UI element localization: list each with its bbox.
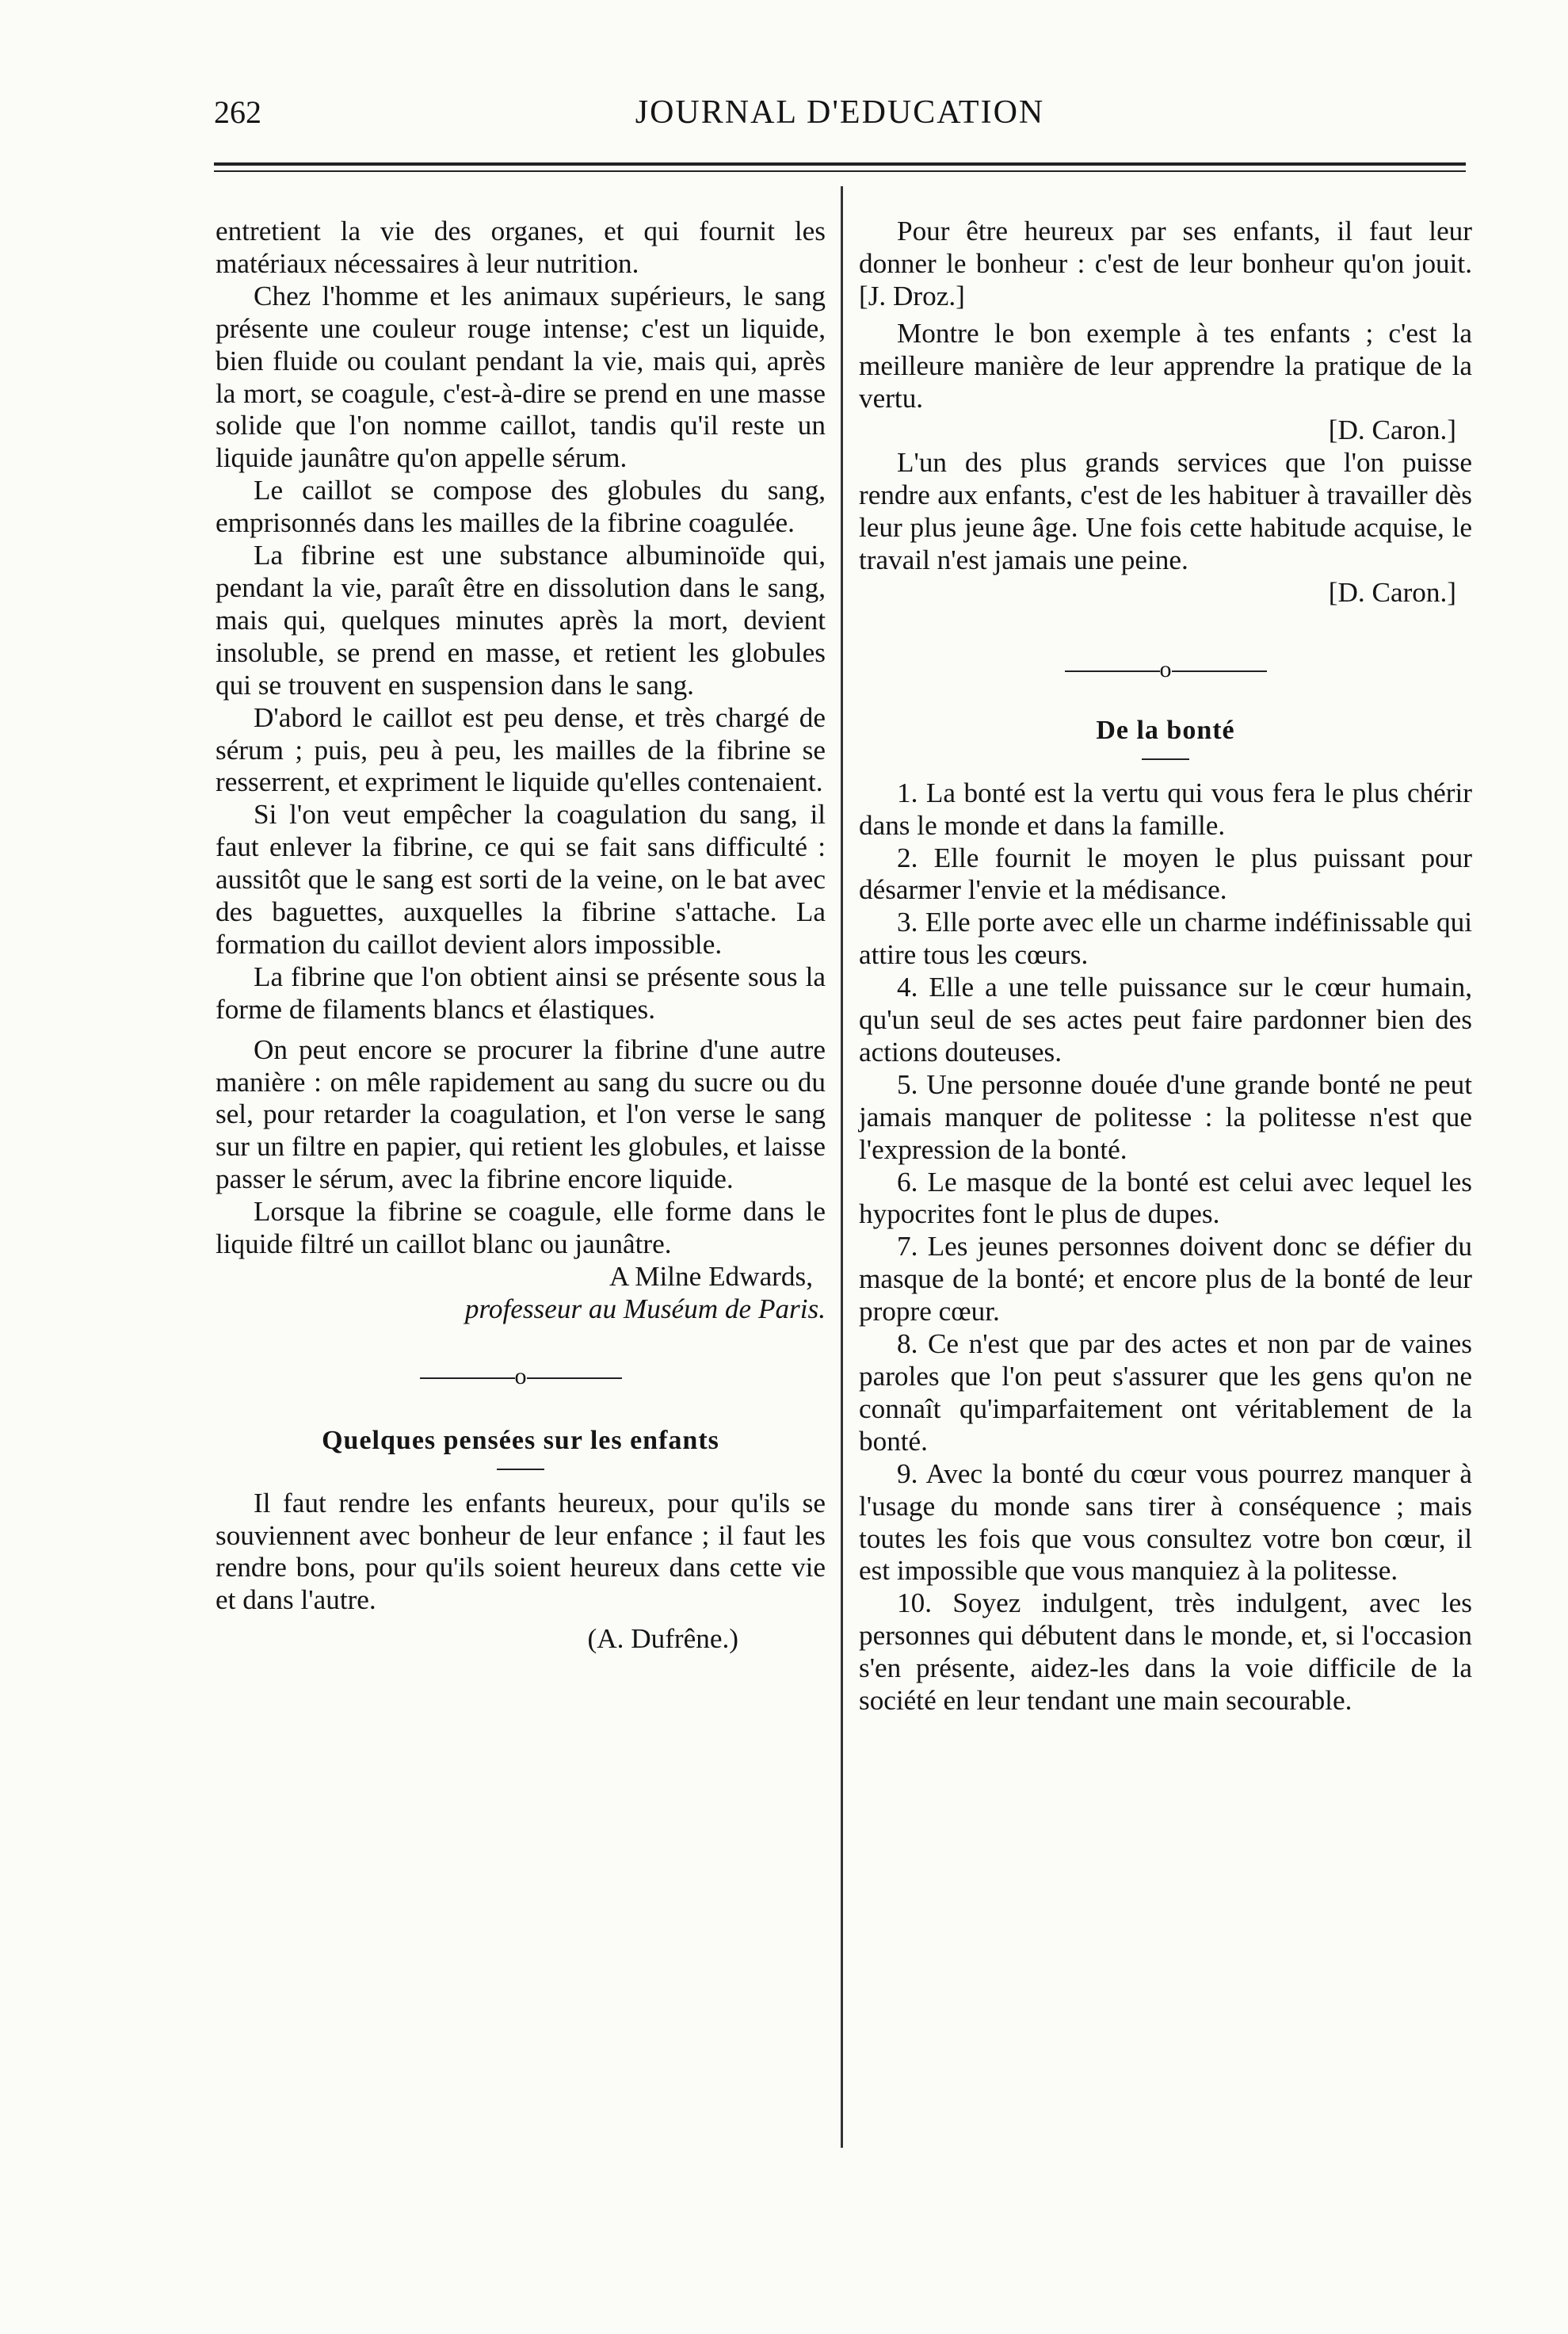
list-item: 5. Une personne douée d'une grande bonté ne peut jamais manquer de politesse : la politesse n'est que l'expression de la bonté.	[859, 1068, 1472, 1165]
column-divider	[841, 186, 843, 2148]
right-column	[859, 216, 1472, 1717]
title-rule	[1142, 758, 1189, 760]
header-rule-thick	[214, 162, 1466, 166]
paragraph: Il faut rendre les enfants heureux, pour qu'ils se souviennent avec bonheur de leur enfance ; il faut les rendre bons, pour qu'ils soient heureux dans cette vie et dans l'autre.	[216, 1487, 826, 1616]
attribution: [D. Caron.]	[1328, 576, 1456, 608]
section-attribution: (A. Dufrêne.)	[587, 1623, 738, 1655]
page-header	[214, 94, 1466, 141]
list-item: 10. Soyez indulgent, très indulgent, avec les personnes qui débutent dans le monde, et, si l'occasion s'en présente, aidez-les dans la voie difficile de la société en leur tendant une main secourable.	[859, 1587, 1472, 1717]
paragraph: On peut encore se procurer la fibrine d'une autre manière : on mêle rapidement au sang du sucre ou du sel, pour retarder la coagulation, et l'on verse le sang sur un filtre en papier, qui retient les globules, et laisse passer le sérum, avec la fibrine encore liquide.	[216, 1033, 826, 1195]
paragraph: Montre le bon exemple à tes enfants ; c'est la meilleure manière de leur apprendre la pratique de la vertu.	[859, 317, 1472, 414]
attribution-name: A Milne Edwards,	[609, 1261, 813, 1292]
list-item: 6. Le masque de la bonté est celui avec lequel les hypocrites font le plus de dupes.	[859, 1166, 1472, 1230]
journal-title: JOURNAL D'EDUCATION	[635, 94, 1045, 131]
paragraph: La fibrine est une substance albuminoïde qui, pendant la vie, paraît être en dissolution dans le sang, mais qui, quelques minutes après la mort, devient insoluble, se prend en masse, et retient les globules qui se trouvent en suspension dans le sang.	[216, 540, 826, 701]
paragraph: Le caillot se compose des globules du sang, emprisonnés dans les mailles de la fibrine coagulée.	[216, 475, 826, 539]
paragraph: Lorsque la fibrine se coagule, elle forme dans le liquide filtré un caillot blanc ou jaunâtre.	[216, 1196, 826, 1260]
list-item: 1. La bonté est la vertu qui vous fera le plus chérir dans le monde et dans la famille.	[859, 777, 1472, 841]
attribution-title: professeur au Muséum de Paris.	[464, 1293, 826, 1324]
section-title-enfants: Quelques pensées sur les enfants	[322, 1425, 719, 1455]
paragraph: L'un des plus grands services que l'on puisse rendre aux enfants, c'est de les habituer à travailler dès leur plus jeune âge. Une fois cette habitude acquise, le travail n'est jamais une peine.	[859, 447, 1472, 576]
header-rule-thin	[214, 170, 1466, 172]
left-column	[216, 216, 826, 1656]
list-item: 2. Elle fournit le moyen le plus puissant pour désarmer l'envie et la médisance.	[859, 842, 1472, 906]
list-item: 3. Elle porte avec elle un charme indéfinissable qui attire tous les cœurs.	[859, 907, 1472, 971]
attribution: [D. Caron.]	[1328, 414, 1456, 446]
title-rule	[497, 1469, 544, 1470]
paragraph: D'abord le caillot est peu dense, et très chargé de sérum ; puis, peu à peu, les mailles de la fibrine se resserrent, et expriment le liquide qu'elles contenaient.	[216, 701, 826, 798]
paragraph: Si l'on veut empêcher la coagulation du sang, il faut enlever la fibrine, ce qui se fait sans difficulté : aussitôt que le sang est sorti de la veine, on le bat avec des baguettes, auxquelles la fibrine s'attache. La formation du caillot devient alors impossible.	[216, 799, 826, 960]
page-number: 262	[214, 94, 261, 130]
paragraph: entretient la vie des organes, et qui fournit les matériaux nécessaires à leur nutrition.	[216, 216, 826, 279]
list-item: 8. Ce n'est que par des actes et non par de vaines paroles que l'on peut s'assurer que les gens qu'on ne connaît qu'imparfaitement ont véritablement de la bonté.	[859, 1328, 1472, 1457]
section-separator: o	[216, 1361, 826, 1393]
paragraph: La fibrine que l'on obtient ainsi se présente sous la forme de filaments blancs et élastiques.	[216, 961, 826, 1025]
paragraph: Chez l'homme et les animaux supérieurs, le sang présente une couleur rouge intense; c'est un liquide, bien fluide ou coulant pendant la vie, mais qui, après la mort, se coagule, c'est-à-dire se prend en une masse solide que l'on nomme caillot, tandis qu'il reste un liquide jaunâtre qu'on appelle sérum.	[216, 280, 826, 474]
section-title-bonte: De la bonté	[1096, 715, 1235, 745]
section-separator: o	[859, 654, 1472, 686]
list-item: 7. Les jeunes personnes doivent donc se défier du masque de la bonté; et encore plus de la bonté de leur propre cœur.	[859, 1231, 1472, 1327]
list-item: 9. Avec la bonté du cœur vous pourrez manquer à l'usage du monde sans tirer à conséquence ; mais toutes les fois que vous consultez votre bon cœur, il est impossible que vous manquiez à la politesse.	[859, 1457, 1472, 1587]
paragraph: Pour être heureux par ses enfants, il faut leur donner le bonheur : c'est de leur bonheur qu'on jouit. [J. Droz.]	[859, 216, 1472, 311]
list-item: 4. Elle a une telle puissance sur le cœur humain, qu'un seul de ses actes peut faire pardonner bien des actions douteuses.	[859, 972, 1472, 1068]
